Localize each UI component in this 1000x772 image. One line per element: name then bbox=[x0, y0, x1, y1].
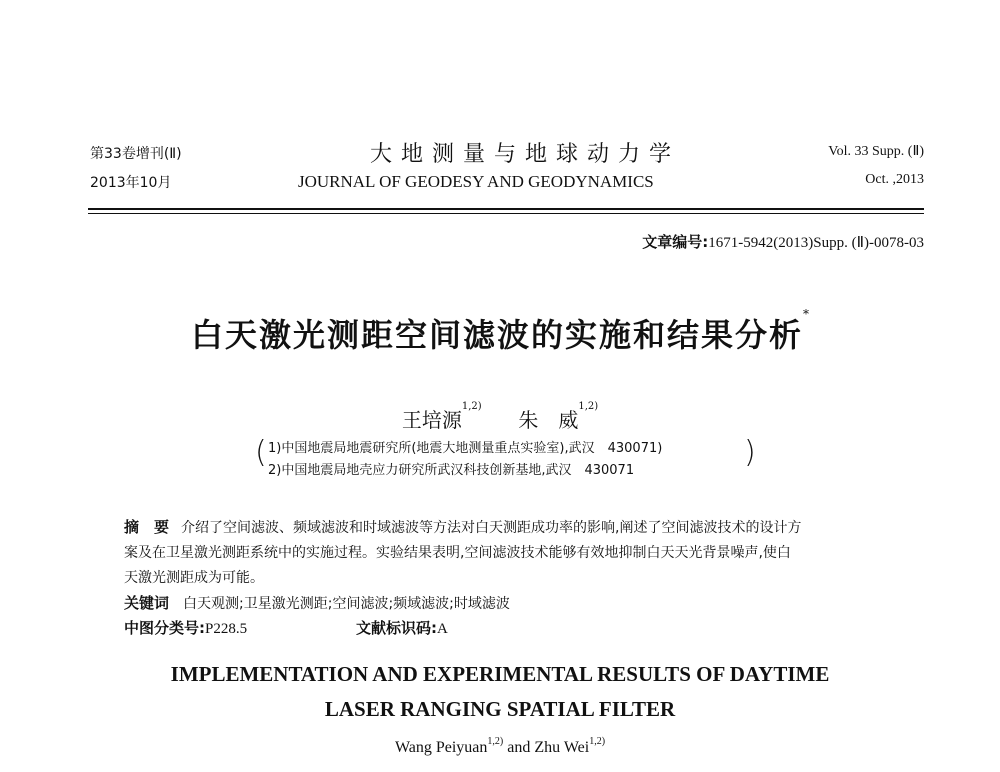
journal-title-en: JOURNAL OF GEODESY AND GEODYNAMICS bbox=[298, 172, 654, 191]
affiliation-bracket-right: ) bbox=[744, 435, 756, 470]
header-rule-thin bbox=[88, 213, 924, 214]
volume-cn: 第33卷增刊(Ⅱ) bbox=[90, 146, 182, 162]
keywords-text: 白天观测;卫星激光测距;空间滤波;频域滤波;时域滤波 bbox=[183, 596, 510, 612]
abstract-text-1: 介绍了空间滤波、频域滤波和时域滤波等方法对白天测距成功率的影响,阐述了空间滤波技术的设计方 bbox=[181, 520, 802, 536]
article-number-label: 文章编号: bbox=[642, 233, 709, 251]
volume-en: Vol. 33 Supp. (Ⅱ) bbox=[828, 144, 924, 159]
article-number-value: 1671-5942(2013)Supp. (Ⅱ)-0078-03 bbox=[708, 235, 924, 251]
keywords bbox=[124, 592, 510, 613]
classification-value: P228.5 bbox=[205, 621, 248, 637]
abstract-line-2: 案及在卫星激光测距系统中的实施过程。实验结果表明,空间滤波技术能够有效地抑制白天天光背景噪声,使白 bbox=[124, 545, 791, 561]
title-footnote-mark: * bbox=[803, 307, 809, 321]
date-cn: 2013年10月 bbox=[90, 175, 172, 191]
author-en-1-sup: 1,2) bbox=[487, 736, 504, 747]
journal-title-cn: 大地测量与地球动力学 bbox=[370, 142, 681, 167]
keywords-label: 关键词 bbox=[124, 594, 170, 612]
affiliation-1: 1)中国地震局地震研究所(地震大地测量重点实验室),武汉 430071) bbox=[268, 441, 663, 456]
abstract-label: 摘 要 bbox=[124, 518, 170, 536]
title-en-line-2: LASER RANGING SPATIAL FILTER bbox=[324, 697, 676, 721]
title-cn-wrap bbox=[0, 307, 1000, 356]
author-cn-2-sup: 1,2) bbox=[578, 401, 599, 412]
authors-cn bbox=[0, 401, 1000, 433]
author-cn-2: 朱 威 bbox=[518, 408, 579, 432]
article-number bbox=[642, 231, 924, 252]
affiliation-2: 2)中国地震局地壳应力研究所武汉科技创新基地,武汉 430071 bbox=[268, 463, 635, 478]
affiliation-bracket-left: ( bbox=[255, 435, 267, 470]
authors-en-conjunction: and bbox=[503, 739, 535, 756]
document-code bbox=[356, 617, 448, 638]
document-code-value: A bbox=[437, 621, 448, 637]
classification bbox=[124, 617, 247, 638]
author-en-2: Zhu Wei bbox=[534, 739, 590, 756]
document-code-label: 文献标识码: bbox=[356, 619, 437, 637]
authors-en bbox=[0, 736, 1000, 757]
title-cn: 白天激光测距空间滤波的实施和结果分析 bbox=[190, 316, 803, 354]
date-en: Oct. ,2013 bbox=[865, 172, 924, 187]
author-cn-1: 王培源 bbox=[401, 408, 462, 432]
title-en-line-1: IMPLEMENTATION AND EXPERIMENTAL RESULTS OF DAYTIME bbox=[170, 662, 830, 686]
classification-label: 中图分类号: bbox=[124, 619, 205, 637]
author-cn-1-sup: 1,2) bbox=[461, 401, 482, 412]
abstract-line-3: 天激光测距成为可能。 bbox=[124, 570, 264, 586]
author-en-1: Wang Peiyuan bbox=[394, 739, 488, 756]
header-rule-thick bbox=[88, 208, 924, 210]
abstract-line-1 bbox=[124, 516, 801, 537]
author-en-2-sup: 1,2) bbox=[589, 736, 606, 747]
